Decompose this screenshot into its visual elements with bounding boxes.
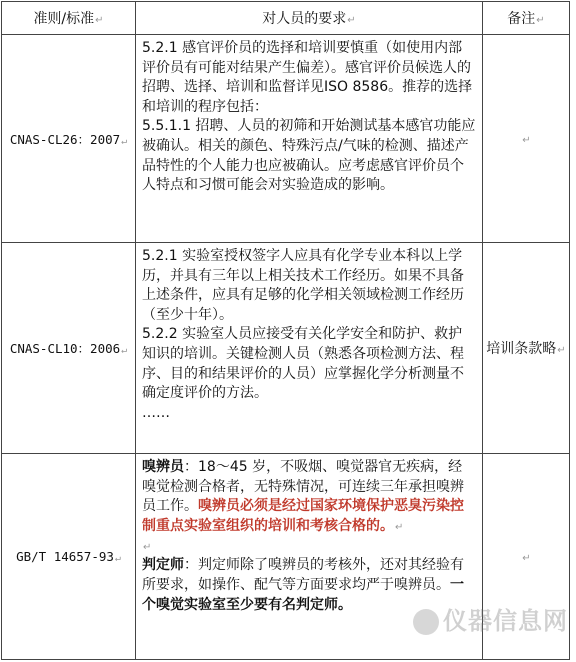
header-requirements: 对人员的要求↵ [136, 2, 483, 35]
header-remarks: 备注↵ [483, 2, 570, 35]
logo-icon [413, 609, 439, 635]
standard-cell: CNAS-CL26：2007↵ [2, 35, 136, 243]
requirements-table [1, 1, 570, 660]
requirement-cell [136, 243, 483, 454]
requirement-paragraph: 嗅辨员：18～45 岁，不吸烟、嗅觉器官无疾病，经嗅觉检测合格者，无特殊情况，可连续三年承担嗅辨员工作。嗅辨员必须是经过国家环境保护恶臭污染控制重点实验室组织的培训和考核合格的。↵ [142, 459, 464, 534]
requirement-paragraph: 5.2.1 实验室授权签字人应具有化学专业本科以上学历，并具有三年以上相关技术工作经历。如果不具备上述条件，应具有足够的化学相关领域检测工作经历（至少十年）。 [142, 248, 464, 323]
standard-cell: GB/T 14657-93↵ [2, 454, 136, 660]
requirement-paragraph: 5.2.2 实验室人员应接受有关化学安全和防护、救护知识的培训。关键检测人员（熟悉各项检测方法、程序、目的和结果评价的人员）应掌握化学分析测量不确定度评价的方法。 [142, 326, 464, 402]
table-row [2, 243, 570, 454]
requirement-paragraph: …… [142, 404, 170, 421]
role-label: 嗅辨员 [142, 459, 184, 475]
watermark: 仪器信息网 [413, 601, 568, 636]
role-label: 判定师 [142, 557, 184, 574]
header-standard: 准则/标准↵ [2, 2, 136, 35]
header-row [2, 2, 570, 35]
requirement-paragraph: 5.2.1 感官评价员的选择和培训要慎重（如使用内部评价员有可能对结果产生偏差）。感官评价员候选人的招聘、选择、培训和监督详见ISO 8586。推荐的选择和培训的程序包括： [142, 40, 473, 115]
remark-cell: ↵ [483, 454, 570, 660]
bold-text: 一个嗅觉实验室至少要有名判定师。 [142, 576, 464, 613]
standard-cell: CNAS-CL10：2006↵ [2, 243, 136, 454]
highlight-text: 嗅辨员必须是经过国家环境保护恶臭污染控制重点实验室组织的培训和考核合格的。 [142, 498, 464, 534]
remark-cell: 培训条款略↵ [483, 243, 570, 454]
table-row [2, 35, 570, 243]
requirement-cell: 嗅辨员：18～45 岁，不吸烟、嗅觉器官无疾病，经嗅觉检测合格者，无特殊情况，可连续三年承担嗅辨员工作。嗅辨员必须是经过国家环境保护恶臭污染控制重点实验室组织的培训和考核合格的。↵ ↵ 判定师：判定师除了嗅辨员的考核外，还对其经验有所要求，如操作、配气等方面要求均严于嗅辨员。一个嗅觉实验室至少要有名判定师。 [136, 454, 483, 660]
requirement-paragraph: 5.5.1.1 招聘、人员的初筛和开始测试基本感官功能应被确认。相关的颜色、特殊污点/气味的检测、描述产品特性的个人能力也应被确认。应考虑感官评价员个人特点和习惯可能会对实验造成的影响。 [142, 118, 476, 194]
remark-cell: ↵ [483, 35, 570, 243]
requirement-paragraph: 判定师：判定师除了嗅辨员的考核外，还对其经验有所要求，如操作、配气等方面要求均严于嗅辨员。一个嗅觉实验室至少要有名判定师。 [142, 557, 464, 613]
requirement-cell [136, 35, 483, 243]
